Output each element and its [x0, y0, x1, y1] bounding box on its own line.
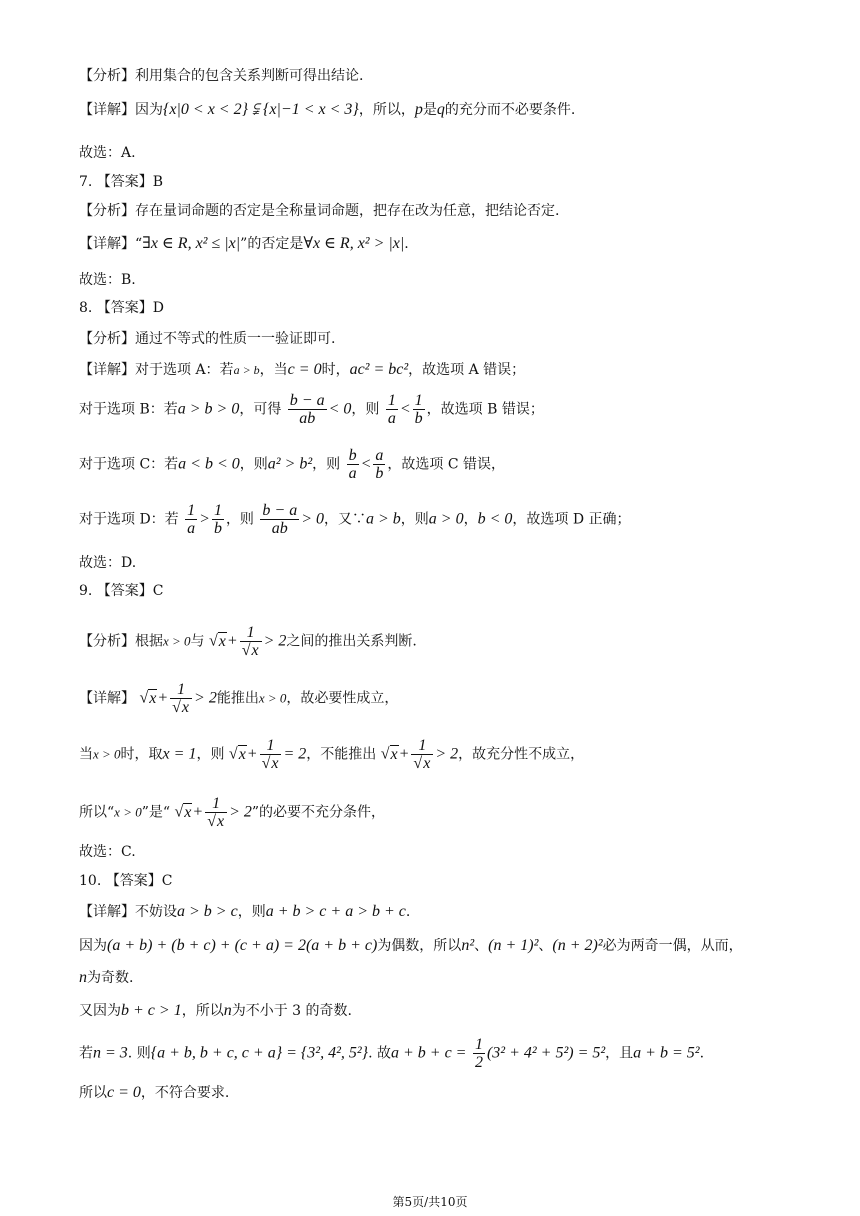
text: ，则	[400, 511, 429, 528]
option-c-line	[79, 447, 505, 482]
denominator: 2	[474, 1054, 483, 1071]
text: ”的必要不充分条件，	[251, 804, 386, 821]
answer-line	[79, 871, 172, 891]
sqrt-expression: √x+	[139, 689, 169, 707]
math: = 2	[283, 745, 307, 763]
math: ∃x ∈ R, x² ≤ |x|	[142, 235, 241, 252]
math: b + c > 1	[121, 1002, 182, 1019]
text: 时，取	[120, 746, 163, 763]
fraction: $\frac{1}{√x}$	[411, 737, 433, 772]
math: a + b + c =	[390, 1044, 467, 1062]
math: (3² + 4² + 5²) = 5²	[486, 1044, 606, 1062]
text: 8. 【答案】D	[79, 300, 165, 316]
choice-line	[79, 842, 136, 862]
text: 因为	[79, 938, 107, 954]
math: (a + b) + (b + c) + (c + a) = 2(a + b + c)	[107, 937, 378, 954]
math: (n + 2)²	[552, 937, 603, 954]
math: >	[199, 510, 210, 528]
detail-line	[79, 968, 133, 988]
text: 必为两奇一偶，从而，	[602, 938, 743, 954]
math: x > 0	[258, 690, 287, 706]
math: a > b	[233, 363, 260, 377]
text: ，则	[237, 904, 266, 920]
text: ，	[463, 511, 478, 528]
text: 为奇数.	[87, 970, 134, 986]
text: ”是“	[141, 804, 171, 821]
text: 又因为	[79, 1003, 121, 1019]
math: (n + 1)²	[488, 937, 539, 954]
text: ，故选项 D 正确；	[512, 511, 631, 528]
math: > 2	[435, 745, 459, 763]
text: .	[699, 1045, 705, 1062]
math: a > b > c	[177, 903, 238, 920]
conclusion-line	[79, 795, 385, 830]
choice-line	[79, 553, 136, 573]
text: 能推出	[216, 690, 259, 707]
text: ，当	[259, 362, 288, 378]
analysis-line	[79, 66, 363, 86]
math: x > 0	[163, 633, 191, 649]
choice-line	[79, 143, 136, 163]
math: n²	[461, 937, 475, 954]
fraction: $\frac{1}{√x}$	[205, 795, 227, 830]
text: ，可得	[239, 401, 282, 418]
text: ，所以	[181, 1003, 224, 1019]
math: {x|0 < x < 2} ⫋ {x|−1 < x < 3}	[163, 101, 359, 118]
detail-line	[79, 100, 575, 120]
text: .	[404, 236, 409, 252]
text: ”的否定是	[240, 236, 304, 252]
text: ，故充分性不成立，	[458, 746, 585, 763]
text: 是	[422, 102, 437, 118]
text: ，且	[605, 1045, 634, 1062]
numerator: a	[375, 447, 384, 464]
math: n	[223, 1002, 232, 1019]
math: x > 0	[114, 804, 142, 820]
math: a² > b²	[267, 455, 313, 473]
text: 【详解】对于选项 A：若	[79, 362, 234, 378]
math: a + b > c + a > b + c	[265, 903, 406, 920]
math: ac² = bc²	[349, 361, 409, 378]
text: 当	[79, 746, 93, 763]
detail-line	[79, 1036, 704, 1071]
fraction	[212, 502, 224, 537]
math: > 0	[301, 510, 324, 528]
text: .	[405, 904, 411, 920]
option-b-line	[79, 392, 544, 427]
numerator: 1	[474, 1036, 483, 1053]
denominator: a	[187, 520, 196, 537]
text: 故选：C.	[79, 844, 136, 860]
fraction	[473, 1036, 485, 1071]
detail-line	[79, 681, 398, 716]
fraction: $\frac{1}{√x}$	[240, 624, 262, 659]
text: 所以	[79, 1085, 107, 1101]
text: 【详解】	[79, 690, 135, 707]
numerator: 1	[187, 502, 196, 519]
denominator: ab	[271, 520, 288, 537]
text: 对于选项 B：若	[79, 401, 178, 418]
text: 与	[190, 633, 205, 650]
denominator: b	[414, 410, 423, 427]
text: . 则	[127, 1045, 151, 1062]
denominator: b	[213, 520, 222, 537]
sqrt-expression: √x+	[380, 745, 410, 763]
fraction	[386, 392, 398, 427]
numerator: 1	[414, 392, 423, 409]
math: <	[399, 400, 411, 418]
answer-line	[79, 581, 164, 601]
text: 【详解】不妨设	[79, 904, 177, 920]
text: 【分析】根据	[79, 633, 163, 650]
option-d-line	[79, 502, 631, 537]
denominator: ab	[299, 410, 316, 427]
text: 故选：A.	[79, 145, 136, 161]
fraction	[185, 502, 197, 537]
detail-line	[79, 936, 743, 956]
text: 之间的推出关系判断.	[286, 633, 417, 650]
detail-line	[79, 902, 410, 922]
numerator: b − a	[289, 392, 325, 409]
text: 时，	[321, 362, 350, 378]
math: n = 3	[93, 1044, 128, 1062]
fraction	[260, 502, 299, 537]
text: 【分析】利用集合的包含关系判断可得出结论.	[79, 68, 364, 84]
text: 、	[474, 938, 489, 954]
detail-line	[79, 360, 525, 380]
text: 7. 【答案】B	[79, 174, 164, 190]
denominator: b	[375, 465, 384, 482]
numerator: b − a	[262, 502, 298, 519]
text: . 故	[368, 1045, 391, 1062]
text: ，则	[312, 456, 341, 473]
math: q	[436, 101, 445, 118]
math: ∀x ∈ R, x² > |x|	[303, 235, 405, 252]
fraction: $\frac{1}{√x}$	[170, 681, 192, 716]
fraction	[347, 447, 359, 482]
math: a > 0	[428, 510, 464, 528]
analysis-line	[79, 201, 559, 221]
fraction	[413, 392, 425, 427]
math: a + b = 5²	[633, 1044, 700, 1062]
text: 、	[538, 938, 553, 954]
answer-line	[79, 298, 164, 318]
text: ，不符合要求.	[140, 1085, 230, 1101]
text: 【详解】因为	[79, 102, 163, 118]
text: ，则	[239, 456, 268, 473]
math: c = 0	[287, 361, 322, 378]
sqrt-expression: √x+	[228, 745, 258, 763]
math: p	[414, 101, 423, 118]
numerator: 1	[213, 502, 222, 519]
math: c = 0	[107, 1084, 141, 1101]
choice-line	[79, 270, 136, 290]
text: 为偶数，所以	[377, 938, 462, 954]
text: ，不能推出	[306, 746, 377, 763]
sqrt-expression: √x+	[174, 803, 204, 821]
math: <	[360, 455, 372, 473]
text: 对于选项 C：若	[79, 456, 179, 473]
text: ，故选项 A 错误；	[408, 362, 526, 378]
text: ，所以，	[358, 102, 415, 118]
math: x = 1	[162, 745, 197, 763]
math: > 2	[194, 689, 217, 707]
detail-line	[79, 234, 409, 254]
math: x > 0	[93, 746, 121, 762]
text: 故选：D.	[79, 555, 137, 571]
text: 【分析】存在量词命题的否定是全称量词命题，把存在改为任意，把结论否定.	[79, 203, 560, 219]
text: 所以“	[79, 804, 115, 821]
math: > 2	[229, 803, 252, 821]
text: 【详解】“	[79, 236, 143, 252]
detail-line	[79, 737, 584, 772]
math: a > b > 0	[177, 400, 240, 418]
numerator: 1	[387, 392, 396, 409]
text: 若	[79, 1045, 93, 1062]
text: ，故必要性成立，	[286, 690, 399, 707]
math: n	[79, 969, 87, 986]
math: a < b < 0	[178, 455, 240, 473]
denominator: a	[348, 465, 357, 482]
math: a > b	[365, 510, 401, 528]
fraction	[373, 447, 385, 482]
analysis-line	[79, 624, 417, 659]
text: ，又∵	[323, 511, 366, 528]
math: < 0	[328, 400, 352, 418]
detail-line	[79, 1001, 352, 1021]
math: {a + b, b + c, c + a} = {3², 4², 5²}	[150, 1044, 369, 1062]
text: ，故选项 B 错误；	[426, 401, 544, 418]
denominator: a	[387, 410, 396, 427]
text: ，故选项 C 错误，	[387, 456, 506, 473]
text: 的充分而不必要条件.	[444, 102, 576, 118]
text: 为不小于 3 的奇数.	[231, 1003, 352, 1019]
fraction	[288, 392, 327, 427]
text: 【分析】通过不等式的性质一一验证即可.	[79, 331, 336, 347]
text: ，则	[225, 511, 254, 528]
text: ，则	[196, 746, 225, 763]
fraction: $\frac{1}{√x}$	[260, 737, 282, 772]
detail-line	[79, 1083, 229, 1103]
text: 故选：B.	[79, 272, 136, 288]
text: 10. 【答案】C	[79, 873, 173, 889]
text: ，则	[351, 401, 380, 418]
answer-line	[79, 172, 163, 192]
page-footer: 第5页/共10页	[392, 1195, 468, 1209]
math: b < 0	[477, 510, 513, 528]
sqrt-expression: √x+	[209, 632, 238, 650]
text: 对于选项 D：若	[79, 511, 179, 528]
numerator: b	[348, 447, 357, 464]
text: 9. 【答案】C	[79, 583, 164, 599]
analysis-line	[79, 329, 335, 349]
math: > 2	[263, 632, 287, 650]
